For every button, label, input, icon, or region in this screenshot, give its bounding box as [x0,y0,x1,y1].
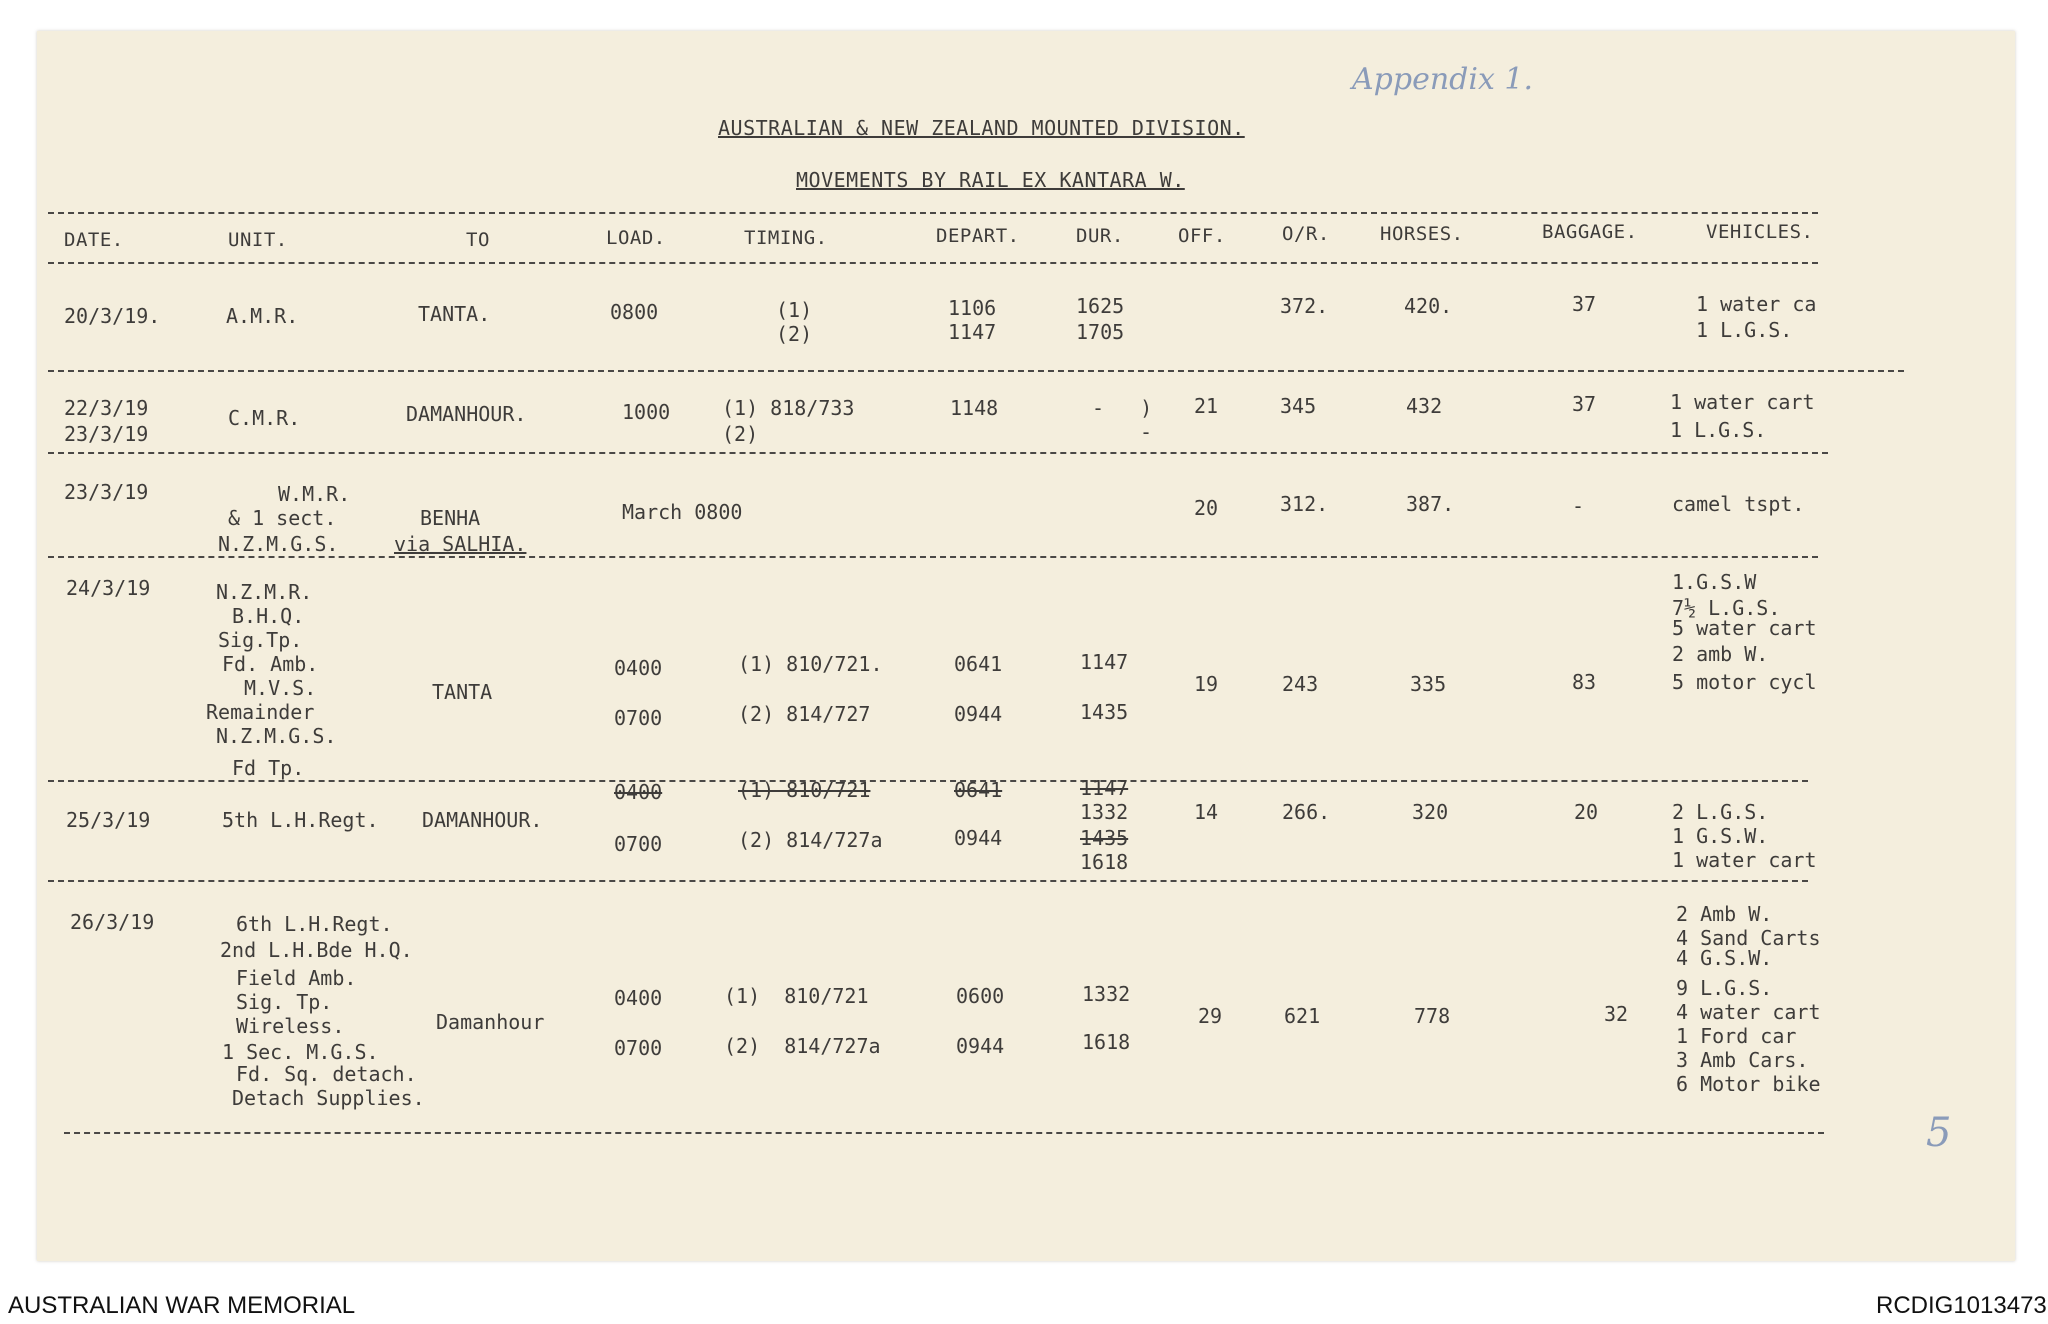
cell-baggage: - [1572,494,1585,518]
cell-unit: Fd Tp. [232,756,305,780]
cell-timing: (2) 814/727a [724,1034,881,1058]
cell-vehicles: 7½ L.G.S. [1672,596,1781,620]
cell-horses: 420. [1404,294,1453,318]
header-to: TO [466,229,490,251]
cell-off: 29 [1198,1004,1223,1028]
cell-date: 24/3/19 [66,576,151,600]
cell-dur: 1705 [1076,320,1125,344]
cell-date: 25/3/19 [66,808,151,832]
cell-unit: Fd. Amb. [222,652,319,676]
cell-vehicles: 1 L.G.S. [1670,418,1767,442]
cell-dur: 1147 [1080,650,1129,674]
cell-timing: (2) 814/727a [738,828,883,852]
cell-dur: 1625 [1076,294,1125,318]
cell-unit: Detach Supplies. [232,1086,425,1110]
cell-vehicles: 4 water cart [1676,1000,1821,1024]
cell-date: 20/3/19. [64,304,161,328]
cell-vehicles: 2 L.G.S. [1672,800,1769,824]
cell-load-struck: 0400 [614,780,663,804]
cell-vehicles: 1 Ford car [1676,1024,1797,1048]
header-off: OFF. [1178,225,1226,247]
cell-unit: Wireless. [236,1014,345,1038]
cell-depart: 0641 [954,652,1003,676]
cell-dur: 1435 [1080,826,1129,850]
cell-vehicles: 1 water ca [1696,292,1817,316]
cell-dur: 1618 [1082,1030,1131,1054]
header-baggage: BAGGAGE. [1542,221,1638,243]
footer-source: AUSTRALIAN WAR MEMORIAL [8,1292,356,1319]
cell-dur: 1332 [1080,800,1129,824]
divider [48,262,1818,264]
header-horses: HORSES. [1380,223,1464,245]
divider [48,452,1828,454]
header-or: O/R. [1282,223,1330,245]
cell-depart: 0600 [956,984,1005,1008]
cell-vehicles: 1 water cart [1672,848,1817,872]
cell-depart: 0944 [956,1034,1005,1058]
cell-timing: (1) 810/721 [724,984,869,1008]
cell-dur-struck: 1147 [1080,776,1129,800]
cell-horses: 387. [1406,492,1455,516]
cell-depart: 1148 [950,396,999,420]
cell-vehicles: 1 G.S.W. [1672,824,1769,848]
cell-to: TANTA [432,680,493,704]
cell-to: DAMANHOUR. [422,808,543,832]
cell-vehicles: 1 water cart [1670,390,1815,414]
cell-horses: 778 [1414,1004,1451,1028]
cell-date: 23/3/19 [64,480,149,504]
divider [48,212,1818,214]
cell-dur: 1332 [1082,982,1131,1006]
cell-vehicles: 6 Motor bike [1676,1072,1821,1096]
cell-vehicles: 2 Amb W. [1676,902,1773,926]
page-mark: 5 [1926,1110,1952,1156]
divider [48,556,1818,558]
cell-to: TANTA. [418,302,491,326]
divider [48,880,1808,882]
cell-vehicles: 4 Sand Carts [1676,926,1821,950]
cell-unit: 5th L.H.Regt. [222,808,379,832]
cell-to: BENHA [420,506,481,530]
cell-date: 26/3/19 [70,910,155,934]
cell-baggage: 32 [1604,1002,1629,1026]
cell-unit: Field Amb. [236,966,357,990]
cell-off: 21 [1194,394,1219,418]
cell-unit: Fd. Sq. detach. [236,1062,417,1086]
cell-horses: 432 [1406,394,1443,418]
cell-load: 0700 [614,1036,663,1060]
cell-unit: 2nd L.H.Bde H.Q. [220,938,413,962]
cell-off: 20 [1194,496,1219,520]
cell-timing: (1) 818/733 [722,396,855,420]
cell-or: 372. [1280,294,1329,318]
cell-dur: 1435 [1080,700,1129,724]
cell-to: DAMANHOUR. [406,402,527,426]
cell-timing-struck: (1) 810/721 [738,778,871,802]
cell-load: March 0800 [622,500,743,524]
cell-off: 19 [1194,672,1219,696]
header-date: DATE. [64,229,124,251]
cell-or: 312. [1280,492,1329,516]
cell-baggage: 83 [1572,670,1597,694]
cell-horses: 320 [1412,800,1449,824]
cell-unit: & 1 sect. [228,506,337,530]
document-title: AUSTRALIAN & NEW ZEALAND MOUNTED DIVISION. [718,116,1245,140]
cell-timing: (1) [776,298,813,322]
cell-or: 243 [1282,672,1319,696]
cell-vehicles: 1 L.G.S. [1696,318,1793,342]
cell-vehicles: 2 amb W. [1672,642,1769,666]
header-load: LOAD. [606,227,666,249]
cell-unit: Sig. Tp. [236,990,333,1014]
cell-depart: 1106 [948,296,997,320]
header-depart: DEPART. [936,225,1020,247]
cell-depart: 0944 [954,702,1003,726]
cell-vehicles: 4 G.S.W. [1676,946,1773,970]
divider [48,780,1808,782]
cell-timing: (2) [776,322,813,346]
header-vehicles: VEHICLES. [1706,221,1814,243]
cell-timing: (1) 810/721. [738,652,883,676]
cell-or: 345 [1280,394,1317,418]
cell-depart: 0944 [954,826,1003,850]
cell-unit: B.H.Q. [232,604,305,628]
cell-depart-struck: 0641 [954,778,1003,802]
cell-unit: Remainder [206,700,315,724]
footer-id: RCDIG1013473 [1876,1292,2047,1319]
cell-vehicles: 5 motor cycl [1672,670,1817,694]
cell-load: 0700 [614,706,663,730]
cell-to: via SALHIA. [394,532,527,556]
cell-unit: 6th L.H.Regt. [236,912,393,936]
cell-dur: - ) [1092,396,1153,420]
cell-or: 266. [1282,800,1331,824]
header-unit: UNIT. [228,229,288,251]
cell-unit: N.Z.M.G.S. [216,724,337,748]
cell-timing: (2) [722,422,759,446]
cell-unit: Sig.Tp. [218,628,303,652]
cell-unit: N.Z.M.R. [216,580,313,604]
cell-to: Damanhour [436,1010,545,1034]
cell-vehicles: 1.G.S.W [1672,570,1757,594]
cell-date: 23/3/19 [64,422,149,446]
cell-horses: 335 [1410,672,1447,696]
cell-dur: 1618 [1080,850,1129,874]
cell-date: 22/3/19 [64,396,149,420]
header-timing: TIMING. [744,227,828,249]
cell-load: 0700 [614,832,663,856]
cell-load: 0400 [614,986,663,1010]
cell-baggage: 37 [1572,392,1597,416]
cell-load: 0400 [614,656,663,680]
handwritten-note: Appendix 1. [1352,62,1534,97]
cell-vehicles: 5 water cart [1672,616,1817,640]
cell-off: 14 [1194,800,1219,824]
cell-load: 1000 [622,400,671,424]
cell-load: 0800 [610,300,659,324]
cell-unit: M.V.S. [244,676,317,700]
cell-depart: 1147 [948,320,997,344]
cell-unit: A.M.R. [226,304,299,328]
cell-unit: C.M.R. [228,406,301,430]
cell-timing: (2) 814/727 [738,702,871,726]
divider [64,1132,1824,1134]
cell-unit: W.M.R. [278,482,351,506]
cell-vehicles: 9 L.G.S. [1676,976,1773,1000]
header-dur: DUR. [1076,225,1124,247]
cell-unit: N.Z.M.G.S. [218,532,339,556]
cell-or: 621 [1284,1004,1321,1028]
cell-dur: - [1140,420,1153,444]
cell-vehicles: 3 Amb Cars. [1676,1048,1809,1072]
divider [48,370,1904,372]
cell-unit: 1 Sec. M.G.S. [222,1040,379,1064]
cell-vehicles: camel tspt. [1672,492,1805,516]
cell-baggage: 20 [1574,800,1599,824]
document-subtitle: MOVEMENTS BY RAIL EX KANTARA W. [796,168,1185,192]
cell-baggage: 37 [1572,292,1597,316]
